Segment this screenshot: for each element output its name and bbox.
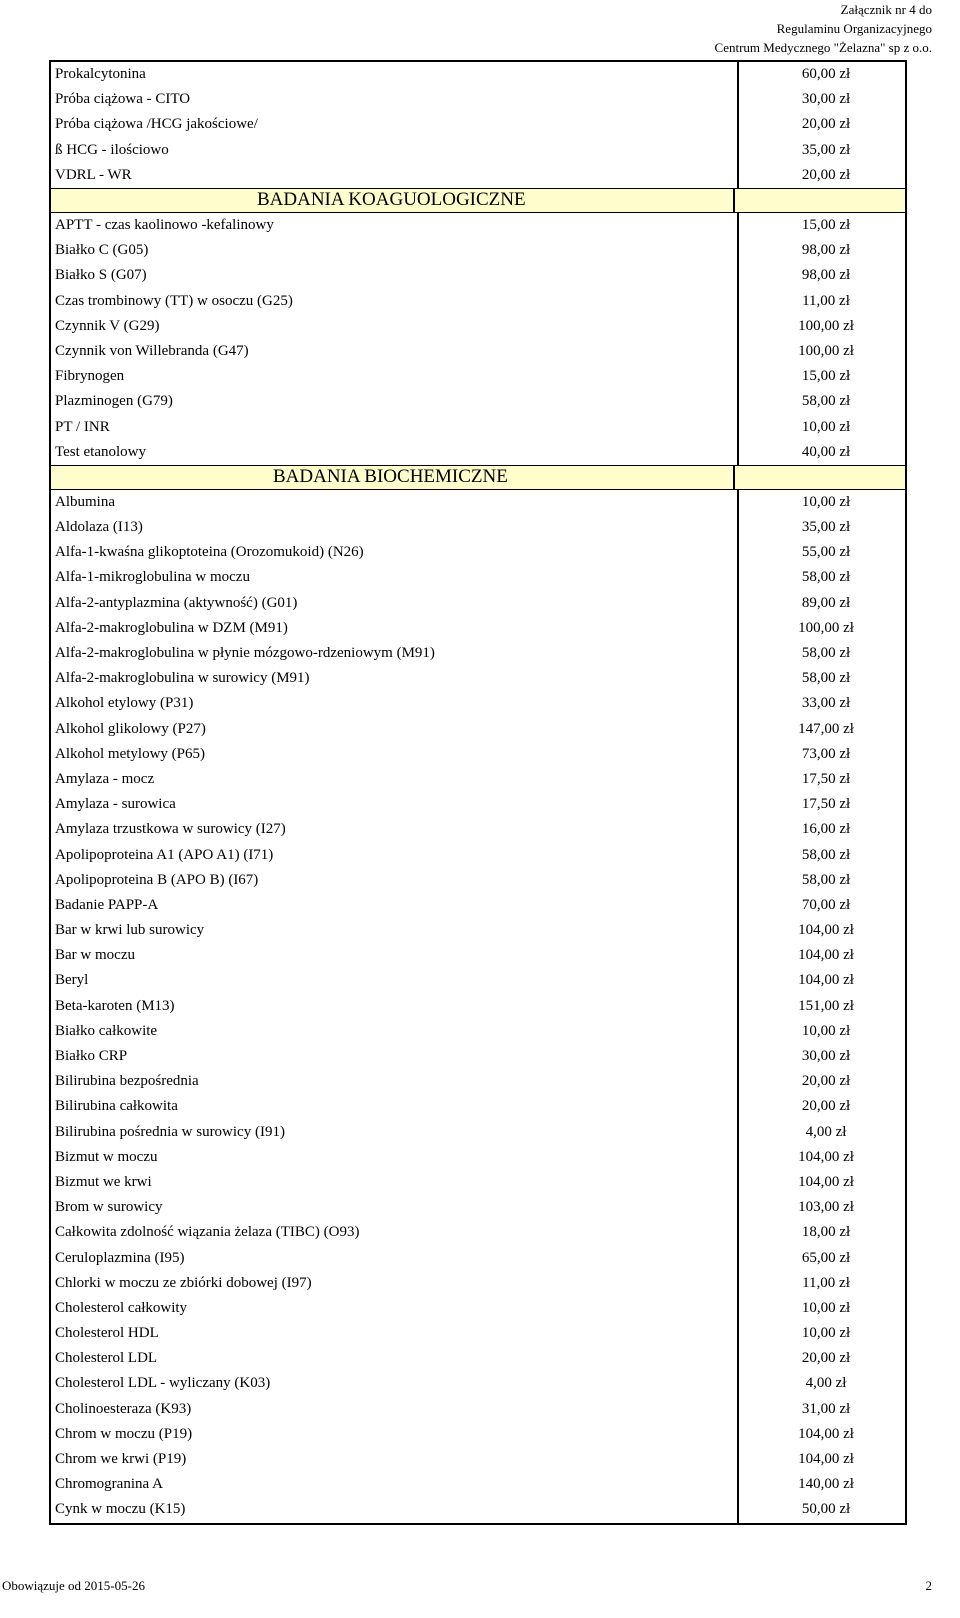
test-price: 20,00 zł [737,1346,905,1371]
price-table [49,60,907,1525]
table-row [51,440,905,465]
header-line-2: Regulaminu Organizacyjnego [776,21,932,36]
table-row [51,339,905,364]
test-name: APTT - czas kaolinowo -kefalinowy [55,217,274,234]
test-name: Albumina [55,493,115,510]
test-price: 16,00 zł [737,817,905,842]
test-price: 11,00 zł [737,1271,905,1296]
table-row [51,112,905,137]
table-row [51,842,905,867]
table-row [51,918,905,943]
test-price: 30,00 zł [737,87,905,112]
test-name: Czynnik V (G29) [55,317,160,334]
test-name: Amylaza - surowica [55,796,176,813]
table-row [51,1145,905,1170]
test-price: 100,00 zł [737,314,905,339]
table-row [51,364,905,389]
test-name: Alfa-2-makroglobulina w DZM (M91) [55,619,288,636]
test-name: Alfa-2-antyplazmina (aktywność) (G01) [55,594,298,611]
test-name: Beryl [55,972,89,989]
test-name: Beta-karoten (M13) [55,997,175,1014]
table-row [51,1271,905,1296]
table-row [51,616,905,641]
test-name: Badanie PAPP-A [55,896,159,913]
table-row [51,1321,905,1346]
test-price: 18,00 zł [737,1220,905,1245]
test-price: 11,00 zł [737,289,905,314]
table-row [51,1346,905,1371]
table-row [51,1220,905,1245]
section-price-cell [733,189,905,212]
test-price: 60,00 zł [737,62,905,87]
table-row [51,591,905,616]
test-name: Chrom w moczu (P19) [55,1425,193,1442]
test-name: Test etanolowy [55,443,147,460]
test-price: 4,00 zł [737,1120,905,1145]
table-row [51,893,905,918]
section-title: BADANIA BIOCHEMICZNE [273,466,508,488]
table-row [51,817,905,842]
test-name: Próba ciążowa - CITO [55,91,191,108]
test-price: 10,00 zł [737,490,905,515]
effective-date: Obowiązuje od 2015-05-26 [2,1578,145,1593]
test-price: 103,00 zł [737,1195,905,1220]
test-name: Bilirubina całkowita [55,1098,178,1115]
test-price: 104,00 zł [737,1422,905,1447]
test-name: Prokalcytonina [55,66,146,83]
table-row [51,1044,905,1069]
test-name: Bizmut w moczu [55,1148,158,1165]
test-name: Alkohol metylowy (P65) [55,745,205,762]
test-name: Chlorki w moczu ze zbiórki dobowej (I97) [55,1274,312,1291]
test-name: Amylaza trzustkowa w surowicy (I27) [55,821,286,838]
test-name: ß HCG - ilościowo [55,141,169,158]
test-name: Chromogranina A [55,1476,163,1493]
table-row [51,1170,905,1195]
table-row [51,1422,905,1447]
table-row [51,691,905,716]
test-name: Cholesterol LDL [55,1350,158,1367]
test-price: 31,00 zł [737,1397,905,1422]
test-name: Białko C (G05) [55,242,149,259]
test-name: Białko S (G07) [55,267,147,284]
table-row [51,540,905,565]
table-row [51,792,905,817]
test-price: 35,00 zł [737,515,905,540]
table-row [51,389,905,414]
test-price: 20,00 zł [737,1094,905,1119]
test-name: Alkohol etylowy (P31) [55,695,194,712]
test-name: Cholesterol LDL - wyliczany (K03) [55,1375,271,1392]
test-price: 58,00 zł [737,565,905,590]
section-title: BADANIA KOAGUOLOGICZNE [257,189,526,211]
test-price: 17,50 zł [737,792,905,817]
table-row [51,289,905,314]
test-name: Chrom we krwi (P19) [55,1451,187,1468]
test-name: Plazminogen (G79) [55,393,173,410]
test-price: 58,00 zł [737,868,905,893]
test-price: 104,00 zł [737,968,905,993]
test-name: Cynk w moczu (K15) [55,1501,186,1518]
test-name: VDRL - WR [55,166,132,183]
table-row [51,943,905,968]
header-line-1: Załącznik nr 4 do [840,2,932,17]
table-row [51,515,905,540]
test-price: 98,00 zł [737,263,905,288]
test-name: Alfa-2-makroglobulina w surowicy (M91) [55,670,310,687]
test-name: Brom w surowicy [55,1199,163,1216]
test-price: 58,00 zł [737,641,905,666]
test-name: Alfa-2-makroglobulina w płynie mózgowo-rdzeniowym (M91) [55,645,435,662]
test-price: 20,00 zł [737,163,905,188]
table-row [51,87,905,112]
test-name: Bar w krwi lub surowicy [55,922,205,939]
test-name: Alfa-1-kwaśna glikoptoteina (Orozomukoid) (N26) [55,544,364,561]
test-price: 73,00 zł [737,742,905,767]
table-row [51,1069,905,1094]
test-price: 100,00 zł [737,339,905,364]
test-name: Bizmut we krwi [55,1173,152,1190]
test-name: PT / INR [55,418,110,435]
test-price: 55,00 zł [737,540,905,565]
test-name: Bar w moczu [55,947,135,964]
section-header [51,465,905,490]
test-price: 10,00 zł [737,1321,905,1346]
test-name: Apolipoproteina A1 (APO A1) (I71) [55,846,274,863]
table-row [51,565,905,590]
table-row [51,1094,905,1119]
test-name: Białko CRP [55,1048,128,1065]
table-row [51,1245,905,1270]
test-price: 89,00 zł [737,591,905,616]
test-price: 104,00 zł [737,918,905,943]
test-price: 50,00 zł [737,1497,905,1522]
test-price: 40,00 zł [737,440,905,465]
test-price: 15,00 zł [737,364,905,389]
section-header [51,188,905,213]
table-row [51,163,905,188]
test-name: Całkowita zdolność wiązania żelaza (TIBC) (O93) [55,1224,360,1241]
test-name: Bilirubina pośrednia w surowicy (I91) [55,1123,285,1140]
table-row [51,1472,905,1497]
table-row [51,742,905,767]
table-row [51,490,905,515]
test-name: Próba ciążowa /HCG jakościowe/ [55,116,258,133]
table-row [51,414,905,439]
test-price: 33,00 zł [737,691,905,716]
test-price: 104,00 zł [737,1447,905,1472]
test-price: 58,00 zł [737,389,905,414]
test-price: 58,00 zł [737,666,905,691]
table-row [51,238,905,263]
table-row [51,666,905,691]
table-row [51,1497,905,1522]
test-price: 70,00 zł [737,893,905,918]
test-price: 10,00 zł [737,1019,905,1044]
table-row [51,868,905,893]
test-price: 4,00 zł [737,1371,905,1396]
test-name: Cholesterol całkowity [55,1299,188,1316]
table-row [51,968,905,993]
test-name: Cholinoesteraza (K93) [55,1400,192,1417]
test-price: 10,00 zł [737,1296,905,1321]
table-row [51,1397,905,1422]
test-name: Amylaza - mocz [55,770,155,787]
page-number: 2 [925,1578,932,1593]
header-line-3: Centrum Medycznego "Żelazna" sp z o.o. [714,40,932,55]
test-name: Ceruloplazmina (I95) [55,1249,185,1266]
test-price: 100,00 zł [737,616,905,641]
test-name: Alkohol glikolowy (P27) [55,720,206,737]
test-price: 58,00 zł [737,842,905,867]
test-price: 10,00 zł [737,414,905,439]
test-name: Bilirubina bezpośrednia [55,1073,199,1090]
test-price: 15,00 zł [737,213,905,238]
test-price: 20,00 zł [737,1069,905,1094]
test-name: Cholesterol HDL [55,1325,159,1342]
table-row [51,213,905,238]
table-row [51,263,905,288]
test-name: Aldolaza (I13) [55,519,143,536]
document-header [672,0,932,57]
table-row [51,767,905,792]
table-row [51,641,905,666]
table-row [51,994,905,1019]
table-row [51,1019,905,1044]
test-price: 104,00 zł [737,1145,905,1170]
table-row [51,1195,905,1220]
table-row [51,138,905,163]
test-price: 30,00 zł [737,1044,905,1069]
table-row [51,1371,905,1396]
test-price: 17,50 zł [737,767,905,792]
test-price: 35,00 zł [737,138,905,163]
table-row [51,314,905,339]
test-price: 104,00 zł [737,1170,905,1195]
table-row [51,1296,905,1321]
test-name: Czynnik von Willebranda (G47) [55,342,249,359]
test-name: Apolipoproteina B (APO B) (I67) [55,871,259,888]
test-name: Alfa-1-mikroglobulina w moczu [55,569,250,586]
test-name: Białko całkowite [55,1022,158,1039]
test-price: 20,00 zł [737,112,905,137]
table-row [51,62,905,87]
test-price: 65,00 zł [737,1245,905,1270]
section-price-cell [733,466,905,489]
test-name: Czas trombinowy (TT) w osoczu (G25) [55,292,293,309]
test-price: 147,00 zł [737,717,905,742]
table-row [51,1120,905,1145]
test-price: 104,00 zł [737,943,905,968]
test-name: Fibrynogen [55,368,125,385]
test-price: 98,00 zł [737,238,905,263]
table-row [51,717,905,742]
test-price: 151,00 zł [737,994,905,1019]
test-price: 140,00 zł [737,1472,905,1497]
table-row [51,1447,905,1472]
